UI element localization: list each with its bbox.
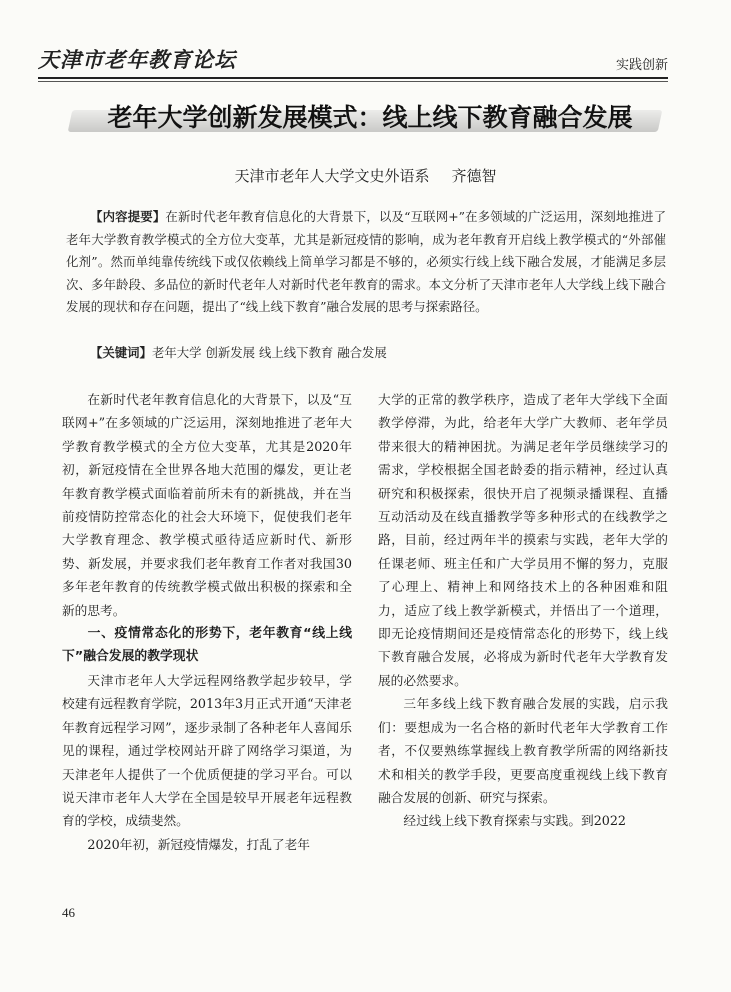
body-paragraph: 天津市老年人大学远程网络教学起步较早，学校建有远程教育学院，2013年3月正式开通“天津老年教育远程学习网”，逐步录制了各种老年人喜闻乐见的课程，通过学校网站开辟了网络学习渠道，为天津老年人提供了一个优质便捷的学习平台。可以说天津市老年人大学在全国是较早开展老年远程教育的学校，成绩斐然。 [62,672,352,829]
page-header [38,40,668,84]
body-paragraph: 经过线上线下教育探索与实践。到2022 [403,813,626,829]
body-column-left [62,388,352,856]
body-column-right [378,388,668,833]
abstract-label: 【内容提要】 [90,209,166,224]
keywords-text: 老年大学 创新发展 线上线下教育 融合发展 [151,345,387,360]
body-paragraph: 三年多线上线下教育融合发展的实践，启示我们：要想成为一名合格的新时代老年大学教育工作者，不仅要熟练掌握线上教育教学所需的网络新技术和相关的教学手段，更要高度重视线上线下教育融合发展的创新、研究与探索。 [378,696,668,805]
title-block [70,92,670,150]
abstract [66,206,666,319]
body-paragraph: 在新时代老年教育信息化的大背景下，以及“互联网+”在多领域的广泛运用，深刻地推进了老年大学教育教学模式的全方位大变革，尤其是2020年初，新冠疫情在全世界各地大范围的爆发，更让老年教育教学模式面临着前所未有的新挑战，并在当前疫情防控常态化的社会大环境下，促使我们老年大学教育理念、教学模式亟待适应新时代、新形势、新发展，并要求我们老年教育工作者对我国30多年老年教育的传统教学模式做出积极的探索和全新的思考。 [62,392,352,618]
header-rule-thick [38,77,668,79]
header-rule-thin [38,81,668,82]
section-label: 实践创新 [615,58,668,73]
journal-masthead: 天津市老年教育论坛 [38,47,236,72]
body-paragraph: 大学的正常的教学秩序，造成了老年大学线下全面教学停滞，为此，给老年大学广大教师、老年学员带来很大的精神困扰。为满足老年学员继续学习的需求，学校根据全国老龄委的指示精神，经过认真研究和积极探索，很快开启了视频录播课程、直播互动活动及在线直播教学等多种形式的在线教学之路，目前，经过两年半的摸索与实践，老年大学的任课老师、班主任和广大学员用不懈的努力，克服了心理上、精神上和网络技术上的各种困难和阻力，适应了线上教学新模式，并悟出了一个道理，即无论疫情期间还是疫情常态化的形势下，线上线下教育融合发展，必将成为新时代老年大学教育发展的必然要求。 [378,392,668,688]
section-heading: 一、疫情常态化的形势下，老年教育“线上线下”融合发展的教学现状 [62,626,352,665]
author-affiliation: 天津市老年人大学文史外语系 [234,167,430,185]
author-name: 齐德智 [451,167,497,185]
keywords-label: 【关键词】 [90,345,152,360]
article-title: 老年大学创新发展模式：线上线下教育融合发展 [107,103,633,132]
abstract-text: 在新时代老年教育信息化的大背景下，以及“互联网+”在多领域的广泛运用，深刻地推进了老年大学教育教学模式的全方位大变革，尤其是新冠疫情的影响，成为老年教育开启线上教学模式的“外部催化剂”。然而单纯靠传统线下或仅依赖线上简单学习都是不够的，必须实行线上线下融合发展，才能满足多层次、多年龄段、多品位的新时代老年人对新时代老年教育的需求。本文分析了天津市老年人大学线上线下融合发展的现状和存在问题，提出了“线上线下教育”融合发展的思考与探索路径。 [66,209,667,314]
byline [0,165,731,186]
page-number: 46 [62,905,75,920]
body-paragraph: 2020年初，新冠疫情爆发，打乱了老年 [87,836,310,852]
keywords [66,342,666,364]
